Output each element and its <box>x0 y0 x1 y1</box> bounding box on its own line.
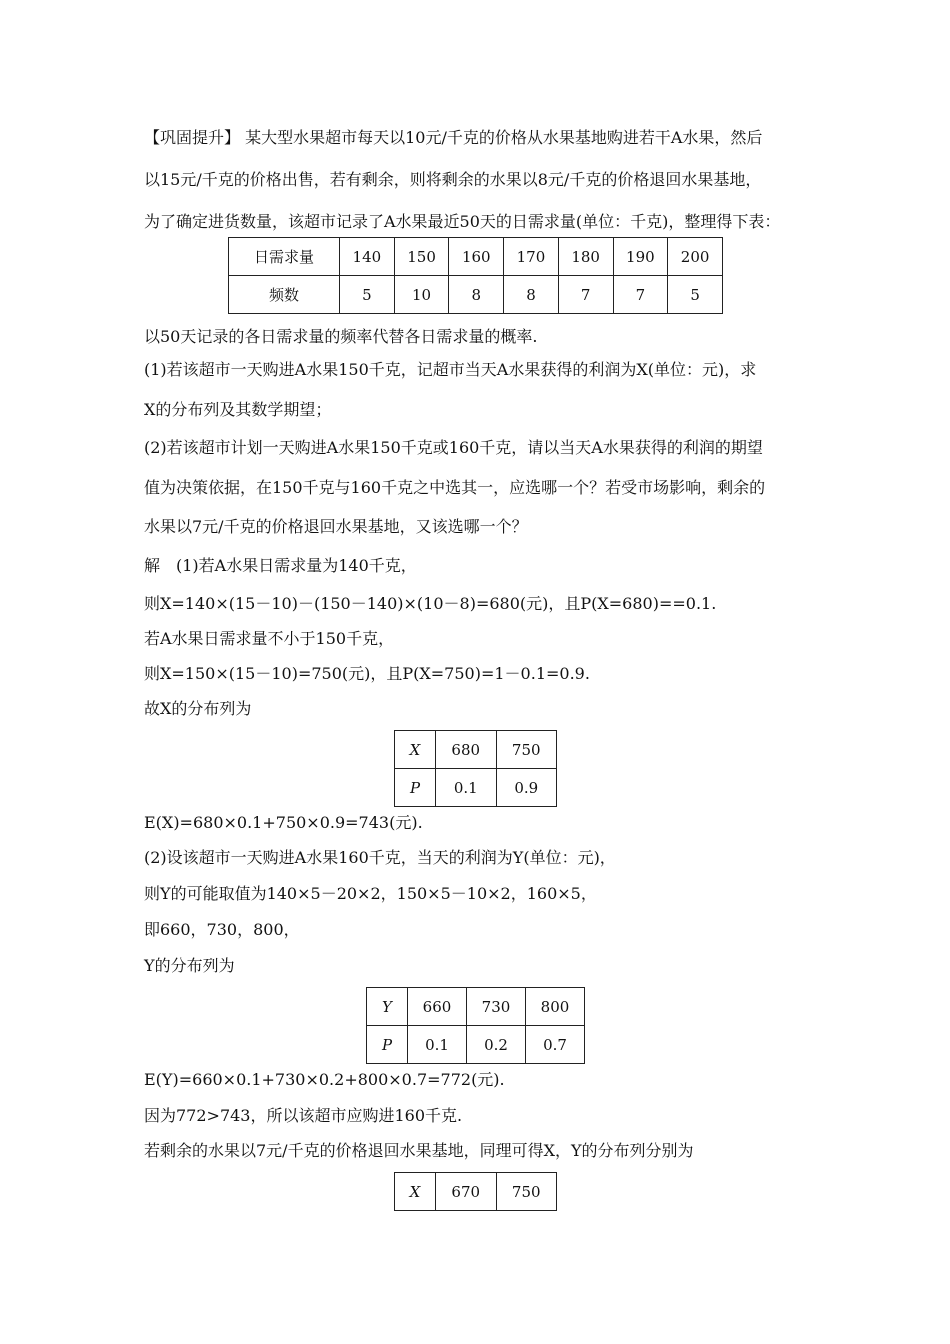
table-cell: 140 <box>340 238 395 276</box>
table-cell: 8 <box>449 276 504 314</box>
table-cell: P <box>367 1026 408 1064</box>
table-row <box>395 731 557 769</box>
table-cell: 160 <box>449 238 504 276</box>
table-cell: 750 <box>496 731 557 769</box>
conclusion: 因为772>743，所以该超市应购进160千克. <box>144 1106 463 1125</box>
question-2-line-1: (2)若该超市计划一天购进A水果150千克或160千克，请以当天A水果获得的利润的期望 <box>144 438 763 457</box>
table-row <box>395 769 557 807</box>
solution-line-4: 则X=150×(15－10)=750(元)，且P(X=750)=1－0.1=0.9. <box>144 664 590 683</box>
frequency-table <box>228 237 723 314</box>
table-cell: 180 <box>558 238 613 276</box>
table-row <box>229 276 723 314</box>
question-2-line-2: 值为决策依据，在150千克与160千克之中选其一，应选哪一个？若受市场影响，剩余的 <box>144 478 766 497</box>
table-cell: 150 <box>394 238 449 276</box>
table-cell: 7 <box>558 276 613 314</box>
solution-line-1: 解 (1)若A水果日需求量为140千克， <box>144 556 417 575</box>
table-cell: 660 <box>408 988 467 1026</box>
table-row <box>395 1173 557 1211</box>
y-distribution-table <box>366 987 585 1064</box>
table-cell: 170 <box>504 238 559 276</box>
table-row <box>229 238 723 276</box>
solution-line-3: 若A水果日需求量不小于150千克， <box>144 629 395 648</box>
table-cell: 750 <box>496 1173 557 1211</box>
table-cell: 0.9 <box>496 769 557 807</box>
table-row <box>367 988 585 1026</box>
question-1-line-1: (1)若该超市一天购进A水果150千克，记超市当天A水果获得的利润为X(单位：元)，求 <box>144 360 757 379</box>
solution-part2-line-4: Y的分布列为 <box>144 956 235 975</box>
table-cell: 680 <box>436 731 497 769</box>
expectation-x: E(X)=680×0.1+750×0.9=743(元). <box>144 813 423 832</box>
table-cell: P <box>395 769 436 807</box>
table-cell: 7 <box>613 276 668 314</box>
after-table-text: 以50天记录的各日需求量的频率代替各日需求量的概率. <box>144 327 538 346</box>
question-1-line-2: X的分布列及其数学期望； <box>144 400 332 419</box>
table-row <box>367 1026 585 1064</box>
table-cell: 频数 <box>229 276 340 314</box>
table-cell: X <box>395 1173 436 1211</box>
solution-part2-line-1: (2)设该超市一天购进A水果160千克，当天的利润为Y(单位：元)， <box>144 848 616 867</box>
table-cell: 670 <box>436 1173 497 1211</box>
question-2-line-3: 水果以7元/千克的价格退回水果基地，又该选哪一个？ <box>144 517 528 536</box>
expectation-y: E(Y)=660×0.1+730×0.2+800×0.7=772(元). <box>144 1070 505 1089</box>
table-cell: 0.2 <box>467 1026 526 1064</box>
last-line: 若剩余的水果以7元/千克的价格退回水果基地，同理可得X，Y的分布列分别为 <box>144 1141 694 1160</box>
table-cell: 0.7 <box>526 1026 585 1064</box>
solution-line-2: 则X=140×(15－10)－(150－140)×(10－8)=680(元)，且P(X=680)==0.1. <box>144 594 717 613</box>
table-cell: 200 <box>668 238 723 276</box>
table-cell: 8 <box>504 276 559 314</box>
solution-line-5: 故X的分布列为 <box>144 699 252 718</box>
x-distribution-table <box>394 730 557 807</box>
table-cell: 800 <box>526 988 585 1026</box>
table-cell: 日需求量 <box>229 238 340 276</box>
x2-distribution-table <box>394 1172 557 1211</box>
table-cell: 190 <box>613 238 668 276</box>
problem-line-1: 【巩固提升】 某大型水果超市每天以10元/千克的价格从水果基地购进若干A水果，然后 <box>144 128 763 147</box>
solution-part2-line-3: 即660，730，800， <box>144 920 300 939</box>
table-cell: 0.1 <box>436 769 497 807</box>
solution-part2-line-2: 则Y的可能取值为140×5－20×2，150×5－10×2，160×5， <box>144 884 597 903</box>
table-cell: 0.1 <box>408 1026 467 1064</box>
table-cell: 5 <box>668 276 723 314</box>
table-cell: 730 <box>467 988 526 1026</box>
table-cell: 10 <box>394 276 449 314</box>
problem-line-2: 以15元/千克的价格出售，若有剩余，则将剩余的水果以8元/千克的价格退回水果基地， <box>144 170 762 189</box>
table-cell: X <box>395 731 436 769</box>
problem-line-3: 为了确定进货数量，该超市记录了A水果最近50天的日需求量(单位：千克)，整理得下表： <box>144 212 781 231</box>
table-cell: Y <box>367 988 408 1026</box>
table-cell: 5 <box>340 276 395 314</box>
